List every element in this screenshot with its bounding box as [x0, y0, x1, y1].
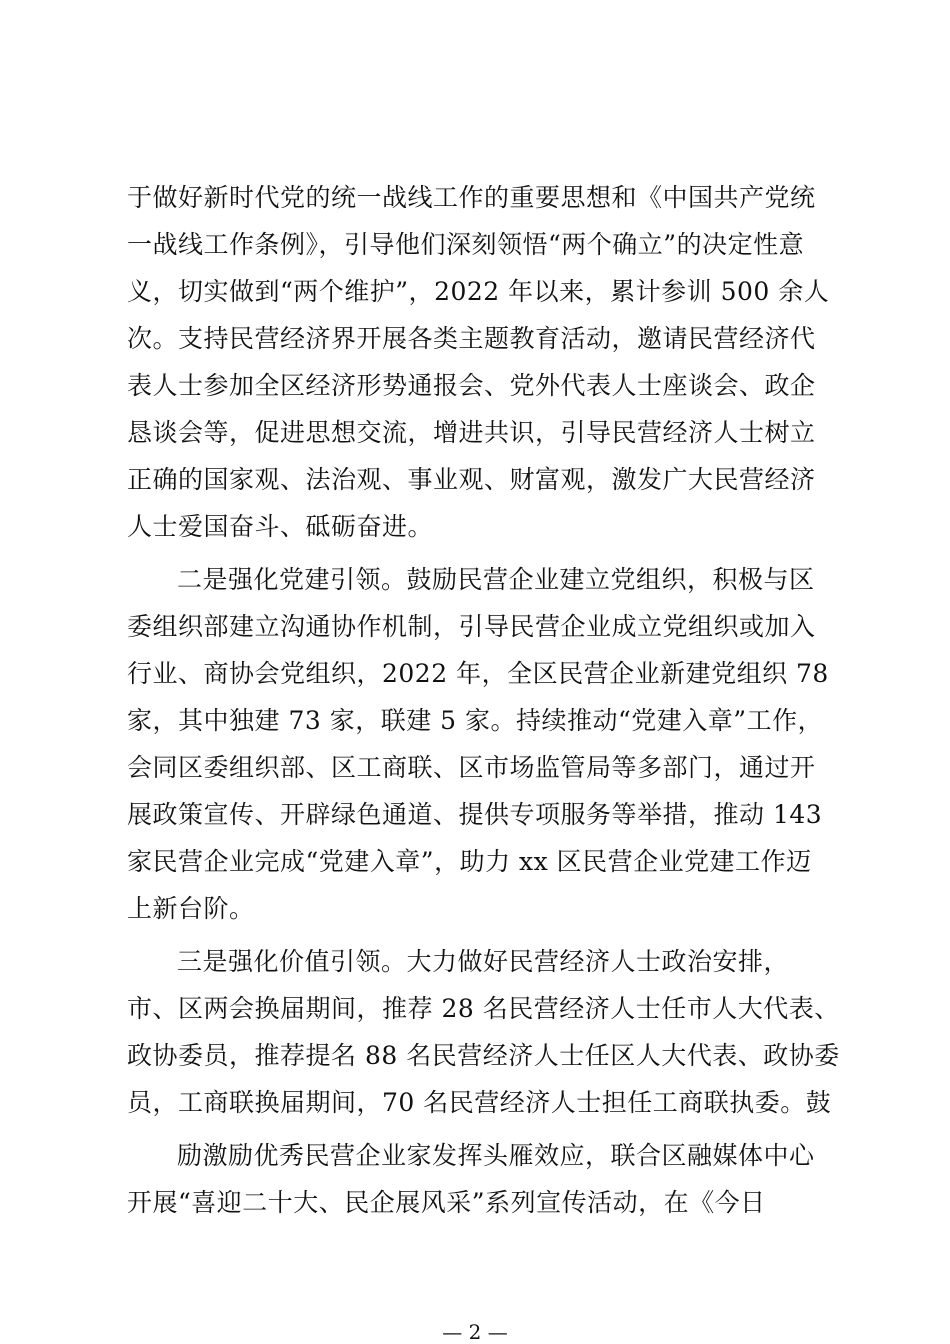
paragraph-start: 三是强化价值引领。大力做好民营经济人士政治安排， [177, 947, 790, 976]
text-line: 上新台阶。 [127, 894, 255, 923]
text-line: 人士爱国奋斗、砥砺奋进。 [127, 512, 434, 541]
text-line: 员，工商联换届期间，70 名民营经济人士担任工商联执委。鼓 [127, 1088, 832, 1117]
text-line: 正确的国家观、法治观、事业观、财富观，激发广大民营经济 [127, 465, 816, 494]
text-line: 表人士参加全区经济形势通报会、党外代表人士座谈会、政企 [127, 371, 816, 400]
text-line: 市、区两会换届期间，推荐 28 名民营经济人士任市人大代表、 [127, 994, 840, 1023]
text-line: 家，其中独建 73 家，联建 5 家。持续推动“党建入章”工作， [127, 706, 824, 735]
paragraph-start: 二是强化党建引领。鼓励民营企业建立党组织，积极与区 [177, 565, 815, 594]
text-line: 展政策宣传、开辟绿色通道、提供专项服务等举措，推动 143 [127, 800, 823, 829]
text-line: 行业、商协会党组织，2022 年，全区民营企业新建党组织 78 [127, 659, 829, 688]
text-line: 于做好新时代党的统一战线工作的重要思想和《中国共产党统 [127, 183, 816, 212]
page-number: — 2 — [442, 1320, 508, 1344]
text-line: 委组织部建立沟通协作机制，引导民营企业成立党组织或加入 [127, 612, 816, 641]
paragraph-start: 励激励优秀民营企业家发挥头雁效应，联合区融媒体中心 [177, 1141, 815, 1170]
text-line: 会同区委组织部、区工商联、区市场监管局等多部门，通过开 [127, 753, 816, 782]
text-line: 次。支持民营经济界开展各类主题教育活动，邀请民营经济代 [127, 324, 816, 353]
text-line: 恳谈会等，促进思想交流，增进共识，引导民营经济人士树立 [127, 418, 816, 447]
document-body [127, 174, 840, 1226]
text-line: 政协委员，推荐提名 88 名民营经济人士任区人大代表、政协委 [127, 1041, 840, 1070]
text-line: 开展“喜迎二十大、民企展风采”系列宣传活动，在《今日 [127, 1188, 766, 1217]
text-line: 一战线工作条例》，引导他们深刻领悟“两个确立”的决定性意 [127, 230, 805, 259]
text-line: 义，切实做到“两个维护”，2022 年以来，累计参训 500 余人 [127, 277, 830, 306]
text-line: 家民营企业完成“党建入章”，助力 xx 区民营企业党建工作迈 [127, 847, 812, 876]
